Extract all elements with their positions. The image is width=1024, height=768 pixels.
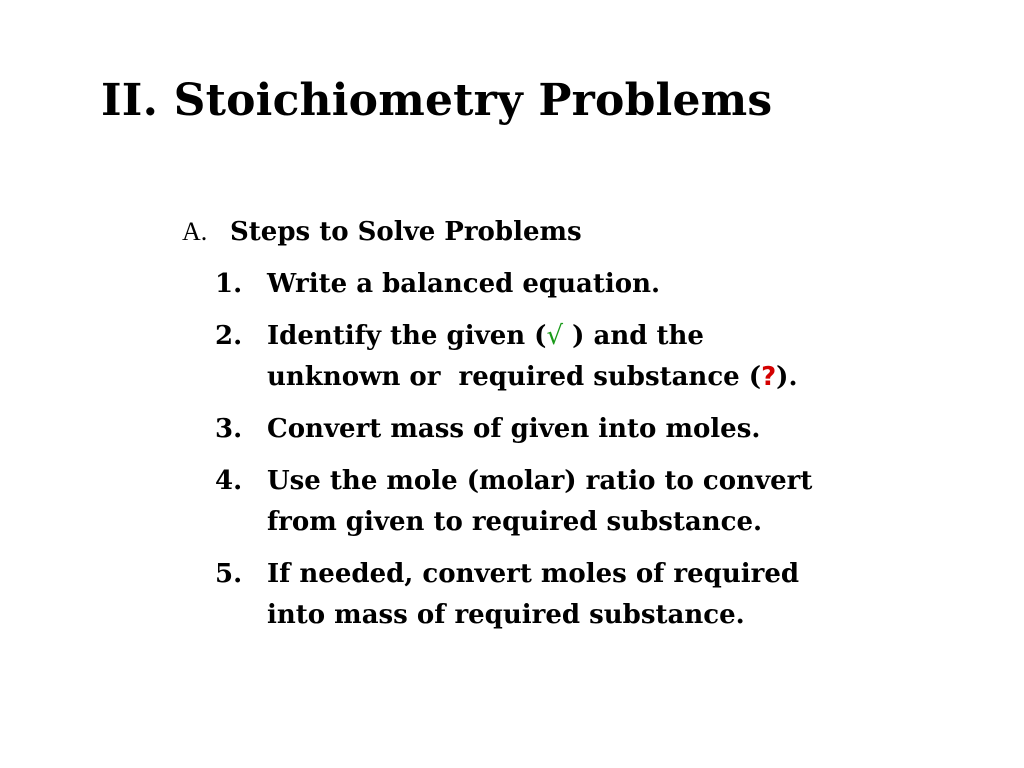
step-number: 2.: [215, 321, 243, 351]
step-item: [215, 264, 995, 305]
steps-list: [215, 264, 995, 647]
step-text: [267, 264, 995, 305]
step-line: If needed, convert moles of required: [267, 559, 800, 589]
step-item: [215, 461, 995, 543]
question-mark-icon: ?: [761, 362, 777, 392]
step-text: [267, 554, 995, 636]
step-item: [215, 409, 995, 450]
step-line: from given to required substance.: [267, 507, 763, 537]
step-line-part: ) and the: [563, 321, 704, 351]
step-line-part: unknown or required substance (: [267, 362, 762, 392]
section-heading: [182, 212, 582, 252]
step-number: 4.: [215, 466, 243, 496]
step-item: [215, 554, 995, 636]
step-number: 3.: [215, 414, 243, 444]
step-line: Use the mole (molar) ratio to convert: [267, 466, 813, 496]
step-text: [267, 409, 995, 450]
step-line: Convert mass of given into moles.: [267, 414, 761, 444]
step-line: Write a balanced equation.: [267, 269, 661, 299]
step-text: [267, 461, 995, 543]
step-line: [267, 357, 995, 398]
step-line-part: ).: [776, 362, 798, 392]
step-number: 1.: [215, 269, 243, 299]
step-line-part: Identify the given (: [267, 321, 547, 351]
section-a: [182, 212, 582, 252]
step-item: [215, 316, 995, 398]
section-title: Steps to Solve Problems: [230, 217, 582, 247]
section-letter: A.: [182, 217, 208, 246]
check-mark-icon: √: [546, 321, 564, 351]
slide-title: II. Stoichiometry Problems: [101, 75, 773, 126]
step-text: [267, 316, 995, 398]
step-line: into mass of required substance.: [267, 600, 745, 630]
step-line: [267, 316, 995, 357]
step-number: 5.: [215, 559, 243, 589]
